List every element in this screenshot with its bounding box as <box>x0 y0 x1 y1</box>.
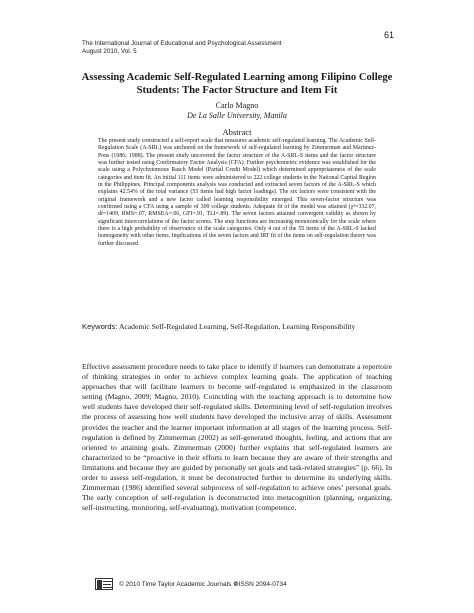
footer <box>95 574 287 594</box>
keywords-label: Keywords: <box>82 322 118 331</box>
author-affiliation: De La Salle University, Manila <box>187 111 287 120</box>
abstract-heading: Abstract <box>222 127 252 137</box>
page-number: 61 <box>383 30 394 40</box>
body-paragraph: Effective assessment procedure needs to take place to identify if learners can demonstrate a repertoire of thinking strategies in order to achieve complex learning goals. The application of teaching approaches that will facilitate learners to become self-regulated is emphasized in the classroom setting (Magno, 2009; Magno, 2010). Coinciding with the teaching approach is to determine how well students have developed their self-regulated skills. Determining level of self-regulation involves the process of assessing how well students have developed the inclusive array of skills. Assessment provides the teacher and the learner important information at all stages of the learning process. Self-regulation is defined by Zimmerman (2002) as self-generated thoughts, feeling, and actions that are oriented to attaining goals. Zimmerman (2000) further explains that self-regulated learners are characterized to be “proactive in their efforts to learn because they are aware of their strengths and limitations and because they are guided by personally set goals and task-related strategies” (p. 66). In order to assess self-regulation, it must be deconstructed further to determine its underlying skills. Zimmerman (1986) identified several subprocess of self-regulation to achieve ones’ personal goals. The early conception of self-regulation is deconstructed into metacognition (planning, organizing, self-instructing, monitoring, self-evaluating), motivation (competence, <box>82 362 392 513</box>
journal-title: The International Journal of Educational and Psychological Assessment <box>82 40 282 47</box>
abstract-body: The present study constructed a self-report scale that measures academic self-regulated learning. The Academic Self-Regulation Scale (A-SRL) was anchored on the framework of self-regulated learning by Zimmerman and Martinez-Pons (1986; 1988). The present study uncovered the factor structure of the A-SRL-S items and the factor structure was further tested using Confirmatory Factor Analysis (CFA). Further psychometric evidence was established for the scale using a Polychotomous Rasch Model (Partial Credit Model) which determined appropriateness of the scale categories and item fit. An initial 111 items were administered to 222 college students in the National Capital Region in the Philippines. Principal components analysis was conducted and extracted seven factors of the A-SRL-S which explains 42.54% of the total variance (55 items had high factor loadings). The six factors were consistent with the original framework and a new factor called learning responsibility emerged. This seven-factor structure was confirmed using a CFA using a sample of 309 college students. Adequate fit of the model was attained (χ²=332.07, df=1409, RMS=.07, RMSEA=.06, GFI=.91, TLI=.89). The seven factors attained convergent validity as shown by significant intercorrelations of the factor scores. The step functions are increasing monotonically for the scale where there is a high probability of observance of the scale categories. Only 4 out of the 55 items of the A-SRL-S lacked homogeneity with other items. Implications of the seven factors and IRT fit of the items on self-regulation theory was further discussed. <box>98 138 376 247</box>
journal-issue: August 2010, Vol. 5 <box>82 48 137 55</box>
paper-title: Assessing Academic Self-Regulated Learning among Filipino College Students: The Factor Structure and Item Fit <box>81 72 393 96</box>
journal-header <box>82 40 282 56</box>
keywords-text: Academic Self-Regulated Learning, Self-Regulation, Learning Responsibility <box>118 322 356 331</box>
footer-copyright: © 2010 Time Taylor Academic Journals ❁ISSN 2094-0734 <box>119 581 287 588</box>
author-name: Carlo Magno <box>215 101 259 110</box>
keywords <box>82 322 392 332</box>
time-taylor-logo-icon <box>95 578 113 590</box>
